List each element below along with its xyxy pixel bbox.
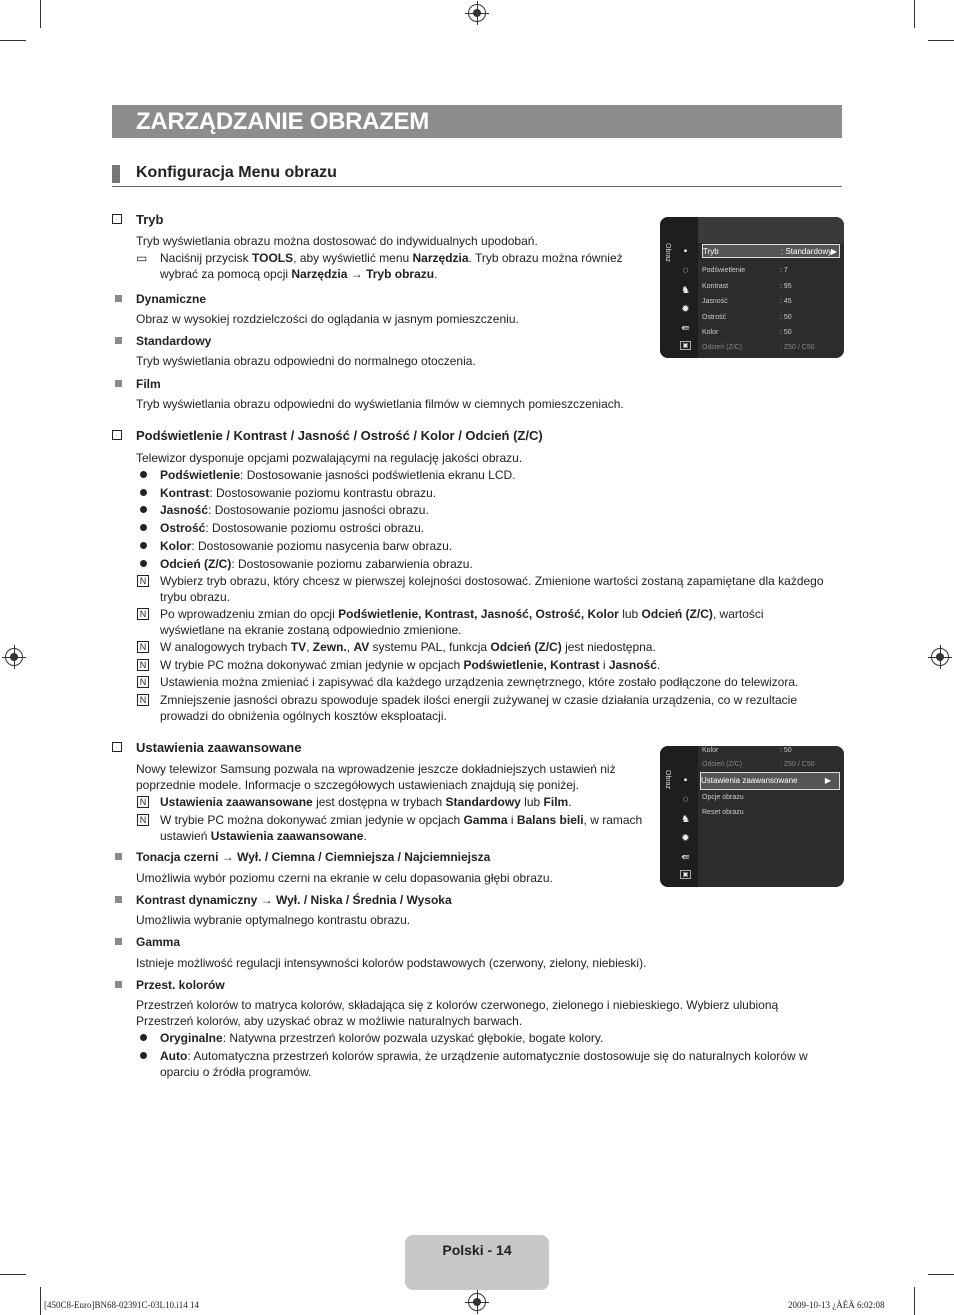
option-name: Gamma [136,935,181,949]
mode-desc: Tryb wyświetlania obrazu odpowiedni do wyświetlania filmów w ciemnych pomieszczeniach. [136,397,624,411]
registration-mark [931,648,949,666]
option-name: Kontrast dynamiczny → Wył. / Niska / Średnia / Wysoka [136,893,452,907]
checkbox-bullet [112,742,122,752]
note-icon: N [137,659,149,671]
dot-bullet [140,524,147,531]
registration-mark [5,648,23,666]
osd-row: Kontrast : 95 [702,283,792,290]
bullet-item: Jasność: Dostosowanie poziomu jasności obrazu. [160,503,429,517]
osd-row: Ostrość : 50 [702,314,792,321]
section-marker [112,165,120,183]
tryb-heading: Tryb [136,212,164,227]
note-text: W trybie PC można dokonywać zmian jedynie w opcjach Podświetlenie, Kontrast i Jasność. [160,658,661,672]
osd-row: Opcje obrazu [702,794,744,801]
crop-mark [928,40,954,41]
note-icon: N [137,676,149,688]
application-icon: ▣ [680,870,691,879]
bullet-item: Auto: Automatyczna przestrzeń kolorów sprawia, że urządzenie automatycznie dostosowuje się do naturalnych kolorów w oparciu o źródła programów. [160,1049,808,1079]
osd-side-label: Obraz [664,243,671,263]
osd-value: : Standardowy [781,247,833,256]
note-text: Po wprowadzeniu zmian do opcji Podświetlenie, Kontrast, Jasność, Ostrość, Kolor lub Odcień (Z/C), wartości wyświetlane na ekranie zostaną odpowiednio zmienione. [160,607,764,637]
crop-mark [40,1287,41,1315]
note-icon: N [137,814,149,826]
sound-icon: ◌ [682,794,689,805]
setup-icon: ✹ [681,304,690,315]
tools-icon: ▭ [136,251,148,265]
osd-row: Jasność : 45 [702,298,792,305]
registration-mark [468,1293,486,1311]
option-desc: Umożliwia wybór poziomu czerni na ekranie w celu dopasowania głębi obrazu. [136,871,553,885]
page-title: ZARZĄDZANIE OBRAZEM [112,105,842,138]
arrow-right-icon: ▶ [824,776,831,785]
setup-icon: ✹ [681,833,690,844]
podswietlenie-heading: Podświetlenie / Kontrast / Jasność / Ostrość / Kolor / Odcień (Z/C) [136,428,543,443]
osd-row: Odcień (Z/C) : Z50 / C50 [702,761,815,768]
bullet-item: Oryginalne: Natywna przestrzeń kolorów pozwala uzyskać głębokie, bogate kolory. [160,1031,604,1045]
section-heading [112,163,842,187]
dot-bullet [140,506,147,513]
tv-menu-screenshot [660,746,844,887]
osd-sidebar [660,746,698,887]
osd-label: Tryb [703,247,719,256]
zaawansowane-heading: Ustawienia zaawansowane [136,740,302,755]
input-icon: ⇚ [681,323,690,334]
mode-name: Film [136,377,161,391]
print-slug-right: 2009-10-13 ¿ÀÈÄ 6:02:08 [788,1300,885,1310]
crop-mark [40,0,41,28]
option-name: Tonacja czerni → Wył. / Ciemna / Ciemniejsza / Najciemniejsza [136,850,491,864]
crop-mark [914,0,915,28]
tryb-desc: Tryb wyświetlania obrazu można dostosować do indywidualnych upodobań. [136,234,538,248]
application-icon: ▣ [680,341,691,350]
note-text: Ustawienia zaawansowane jest dostępna w trybach Standardowy lub Film. [160,795,572,809]
crop-mark [0,40,26,41]
dot-bullet [140,560,147,567]
sound-icon: ◌ [682,265,689,276]
osd-row-selected: Ustawienia zaawansowane ▶ [700,772,840,790]
note-icon: N [137,796,149,808]
note-text: W analogowych trybach TV, Zewn., AV systemu PAL, funkcja Odcień (Z/C) jest niedostępna. [160,640,656,654]
dot-bullet [140,1034,147,1041]
mode-name: Standardowy [136,334,212,348]
square-bullet [115,896,122,903]
section-title: Konfiguracja Menu obrazu [136,164,337,181]
crop-mark [0,1274,26,1275]
square-bullet [115,380,122,387]
tools-note: Naciśnij przycisk TOOLS, aby wyświetlić menu Narzędzia. Tryb obrazu można również wybrać za pomocą opcji Narzędzia → Tryb obrazu. [160,251,623,281]
picture-icon: ▪ [683,775,688,786]
dot-bullet [140,471,147,478]
page-number-tab: Polski - 14 [405,1235,549,1290]
note-icon: N [137,575,149,587]
mode-desc: Tryb wyświetlania obrazu odpowiedni do normalnego otoczenia. [136,354,476,368]
square-bullet [115,337,122,344]
picture-icon: ▪ [683,246,688,257]
arrow-right-icon: ▶ [830,247,837,256]
tv-menu-screenshot [660,217,844,358]
podswietlenie-intro: Telewizor dysponuje opcjami pozwalającymi na regulację jakości obrazu. [136,451,523,465]
registration-mark [468,4,486,22]
mode-name: Dynamiczne [136,292,207,306]
osd-topbar [698,217,844,243]
square-bullet [115,295,122,302]
dot-bullet [140,542,147,549]
checkbox-bullet [112,214,122,224]
mode-desc: Obraz w wysokiej rozdzielczości do oglądania w jasnym pomieszczeniu. [136,312,519,326]
dot-bullet [140,489,147,496]
note-text: Ustawienia można zmieniać i zapisywać dla każdego urządzenia zewnętrznego, które zostało podłączone do telewizora. [160,675,799,689]
crop-mark [928,1274,954,1275]
note-text: W trybie PC można dokonywać zmian jedynie w opcjach Gamma i Balans bieli, w ramach ustawień Ustawienia zaawansowane. [160,813,643,843]
option-desc: Umożliwia wybranie optymalnego kontrastu obrazu. [136,913,411,927]
checkbox-bullet [112,430,122,440]
square-bullet [115,853,122,860]
print-slug-left: [450C8-Euro]BN68-02391C-03L10.i14 14 [44,1300,199,1310]
crop-mark [914,1287,915,1315]
note-icon: N [137,608,149,620]
square-bullet [115,981,122,988]
bullet-item: Kontrast: Dostosowanie poziomu kontrastu obrazu. [160,486,437,500]
channel-icon: ♞ [681,814,690,825]
bullet-item: Podświetlenie: Dostosowanie jasności podświetlenia ekranu LCD. [160,468,516,482]
osd-row: Odcień (Z/C) : Z50 / C50 [702,344,815,351]
zaawansowane-intro: Nowy telewizor Samsung pozwala na wprowadzenie jeszcze dokładniejszych ustawień niż poprzednie modele. Informacje o szczegółowych ustawieniach znajdują się poniżej. [136,762,616,792]
option-desc: Przestrzeń kolorów to matryca kolorów, składająca się z kolorów czerwonego, zielonego i niebieskiego. Wybierz ulubioną Przestrzeń kolorów, aby uzyskać obraz w możliwie naturalnych barwach. [136,998,779,1028]
note-text: Wybierz tryb obrazu, który chcesz w pierwszej kolejności dostosować. Zmienione wartości zostaną zapamiętane dla każdego trybu obrazu. [160,574,824,604]
bullet-item: Odcień (Z/C): Dostosowanie poziomu zabarwienia obrazu. [160,557,473,571]
osd-row-selected [702,244,840,258]
channel-icon: ♞ [681,285,690,296]
osd-sidebar [660,217,698,358]
note-icon: N [137,641,149,653]
note-text: Zmniejszenie jasności obrazu spowoduje spadek ilości energii zużywanej w czasie działania urządzenia, co w rezultacie prowadzi do obniżenia ogólnych kosztów eksploatacji. [160,693,797,723]
option-desc: Istnieje możliwość regulacji intensywności kolorów podstawowych (czerwony, zielony, niebieski). [136,956,647,970]
osd-row: Reset obrazu [702,809,744,816]
osd-row: Kolor : 50 [702,747,792,754]
option-name: Przest. kolorów [136,978,225,992]
bullet-item: Ostrość: Dostosowanie poziomu ostrości obrazu. [160,521,425,535]
osd-row: Kolor : 50 [702,329,792,336]
dot-bullet [140,1052,147,1059]
osd-row: Podświetlenie : 7 [702,267,788,274]
osd-side-label: Obraz [664,770,671,790]
bullet-item: Kolor: Dostosowanie poziomu nasycenia barw obrazu. [160,539,453,553]
square-bullet [115,938,122,945]
input-icon: ⇚ [681,852,690,863]
note-icon: N [137,694,149,706]
